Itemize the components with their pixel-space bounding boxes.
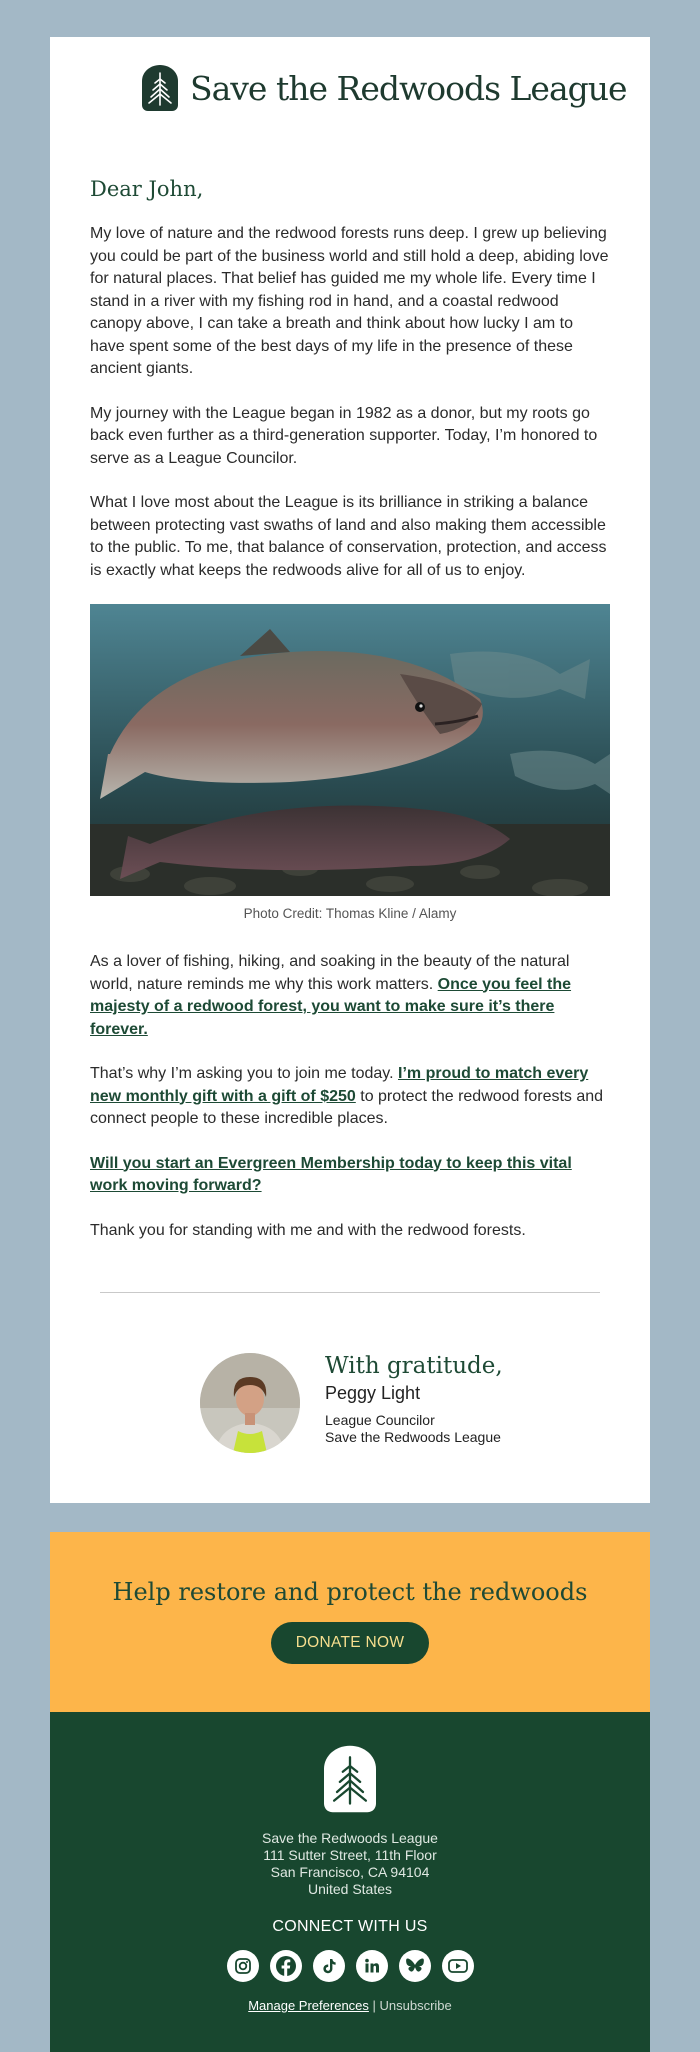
donate-banner	[50, 1532, 650, 1712]
evergreen-membership-link[interactable]: Will you start an Evergreen Membership today to keep this vital work moving forward?	[90, 1154, 572, 1194]
signature-title: League Councilor	[325, 1412, 435, 1428]
photo-caption: Photo Credit: Thomas Kline / Alamy	[243, 906, 457, 921]
signature-closing: With gratitude,	[325, 1353, 503, 1379]
footer-city: San Francisco, CA 94104	[270, 1864, 430, 1880]
letter-body	[50, 177, 650, 1293]
cta-title: Help restore and protect the redwoods	[112, 1578, 588, 1606]
social-links	[50, 1950, 650, 1982]
redwood-logo-icon	[142, 65, 178, 111]
footer-country: United States	[307, 1881, 393, 1897]
logo[interactable]	[142, 65, 627, 111]
manage-preferences-link[interactable]: Manage Preferences	[248, 1998, 369, 2013]
connect-heading: CONNECT WITH US	[272, 1918, 428, 1935]
footer	[50, 1712, 650, 2052]
unsubscribe-link[interactable]: Unsubscribe	[379, 1998, 452, 2013]
signature-org: Save the Redwoods League	[325, 1429, 501, 1445]
match-gift-link[interactable]: I’m proud to match every new monthly gift with a gift of $250	[90, 1065, 589, 1105]
salmon-photo[interactable]	[90, 604, 610, 896]
tiktok-icon[interactable]	[313, 1950, 345, 1982]
footer-separator: |	[368, 1998, 380, 2013]
donate-now-button[interactable]: DONATE NOW	[271, 1622, 430, 1664]
paragraph-1: My love of nature and the redwood forests runs deep. I grew up believing you could be part of the business world and still hold a deep, abiding love for natural places. That belief has guided me my whole life. Every time I stand in a river with my fishing rod in hand, and a coastal redwood canopy above, I can take a breath and think about how lucky I am to have spent some of the best days of my life in the presence of these ancient giants.	[90, 225, 609, 377]
paragraph-5-text-2: to protect the redwood forests and connect people to these incredible places.	[90, 1087, 604, 1127]
redwood-logo-icon[interactable]	[324, 1744, 376, 1814]
facebook-icon[interactable]	[270, 1950, 302, 1982]
footer-org: Save the Redwoods League	[262, 1830, 438, 1846]
header	[50, 37, 650, 177]
bluesky-icon[interactable]	[399, 1950, 431, 1982]
paragraph-5-text: That’s why I’m asking you to join me today.	[90, 1065, 398, 1082]
paragraph-2: My journey with the League began in 1982 as a donor, but my roots go back even further as a third-generation supporter. Today, I’m honored to serve as a League Councilor.	[90, 404, 598, 467]
instagram-icon[interactable]	[227, 1950, 259, 1982]
greeting: Dear John,	[90, 177, 204, 201]
footer-links	[50, 1998, 650, 2013]
paragraph-7: Thank you for standing with me and with the redwood forests.	[90, 1221, 526, 1239]
paragraph-6	[90, 1153, 610, 1198]
email-container	[50, 37, 650, 1503]
linkedin-icon[interactable]	[356, 1950, 388, 1982]
logo-text: Save the Redwoods League	[190, 68, 627, 108]
avatar	[200, 1353, 300, 1453]
footer-street: 111 Sutter Street, 11th Floor	[263, 1847, 437, 1863]
paragraph-4	[90, 951, 610, 1041]
youtube-icon[interactable]	[442, 1950, 474, 1982]
signature-block	[50, 1293, 650, 1503]
signature-name: Peggy Light	[325, 1383, 421, 1403]
paragraph-4-text: As a lover of fishing, hiking, and soaking in the beauty of the natural world, nature reminds me why this work matters.	[90, 953, 570, 993]
redwood-forest-link[interactable]: Once you feel the majesty of a redwood forest, you want to make sure it’s there forever.	[90, 975, 572, 1038]
paragraph-5	[90, 1063, 610, 1131]
signature-text	[325, 1353, 503, 1446]
footer-address	[50, 1830, 650, 1898]
paragraph-3: What I love most about the League is its brilliance in striking a balance between protecting vast swaths of land and also making them accessible to the public. To me, that balance of conservation, protection, and access is exactly what keeps the redwoods alive for all of us to enjoy.	[90, 494, 607, 579]
